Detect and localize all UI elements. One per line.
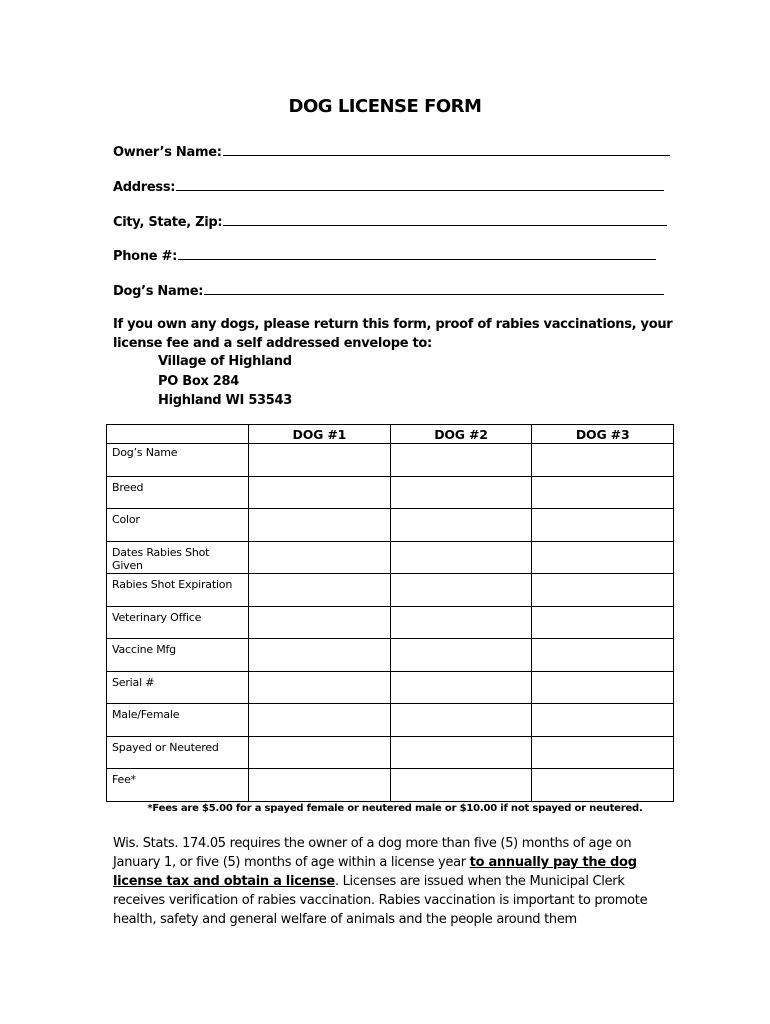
table-cell[interactable] [249,541,391,574]
statute-text-1: Wis. Stats. 174.05 requires the owner of a dog more than five (5) months of age on January 1, or five (5) months of age within a license year [113,836,632,870]
table-row [107,444,674,477]
table-cell[interactable] [390,541,532,574]
table-row [107,639,674,672]
table-cell[interactable] [249,509,391,542]
table-cell[interactable] [249,639,391,672]
row-label: Veterinary Office [107,606,249,639]
owner-name-field[interactable] [113,143,670,160]
table-cell[interactable] [532,541,674,574]
table-cell[interactable] [390,509,532,542]
table-cell[interactable] [532,509,674,542]
table-header-dog-1: DOG #1 [249,425,391,444]
row-label: Color [107,509,249,542]
table-row [107,574,674,607]
table-row [107,509,674,542]
table-cell[interactable] [532,704,674,737]
address-line-2: PO Box 284 [158,373,239,389]
city-state-zip-label: City, State, Zip: [113,215,223,230]
city-state-zip-line[interactable] [223,213,667,226]
row-label: Dog’s Name [107,444,249,477]
table-cell[interactable] [390,671,532,704]
table-cell[interactable] [532,769,674,802]
dog-name-line[interactable] [204,282,664,295]
table-cell[interactable] [532,606,674,639]
table-cell[interactable] [249,476,391,509]
row-label: Vaccine Mfg [107,639,249,672]
table-cell[interactable] [532,476,674,509]
statute-text-2: . Licenses are issued when the Municipal Clerk receives verification of rabies vaccination. Rabies vaccination is important to promote health, safety and general welfare of animals and the people around them [113,874,648,927]
table-cell[interactable] [532,671,674,704]
table-cell[interactable] [390,769,532,802]
phone-field[interactable] [113,247,656,264]
table-cell[interactable] [249,574,391,607]
table-header-row [107,425,674,444]
address-line-1: Village of Highland [158,354,292,369]
instructions-text: If you own any dogs, please return this form, proof of rabies vaccinations, your license fee and a self addressed envelope to: [113,317,673,351]
owner-name-label: Owner’s Name: [113,145,222,160]
table-row [107,606,674,639]
row-label: Spayed or Neutered [107,736,249,769]
dog-info-table [106,424,674,802]
row-label: Rabies Shot Expiration [107,574,249,607]
phone-line[interactable] [178,247,656,260]
table-cell[interactable] [390,574,532,607]
table-row [107,476,674,509]
table-cell[interactable] [249,444,391,477]
table-header-dog-2: DOG #2 [390,425,532,444]
row-label: Serial # [107,671,249,704]
statute-emphasis: to annually pay the dog license tax and obtain a license [113,855,637,889]
statute-paragraph [113,834,673,929]
row-label: Fee* [107,769,249,802]
row-label: Male/Female [107,704,249,737]
city-state-zip-field[interactable] [113,213,667,230]
table-cell[interactable] [390,704,532,737]
table-cell[interactable] [390,606,532,639]
table-cell[interactable] [249,606,391,639]
address-line[interactable] [176,178,664,191]
table-cell[interactable] [532,444,674,477]
table-cell[interactable] [249,704,391,737]
table-cell[interactable] [390,736,532,769]
table-header-dog-3: DOG #3 [532,425,674,444]
table-cell[interactable] [249,736,391,769]
table-row [107,769,674,802]
table-row [107,541,674,574]
table-cell[interactable] [249,671,391,704]
row-label: Breed [107,476,249,509]
row-label: Dates Rabies Shot Given [107,541,249,574]
table-row [107,704,674,737]
dog-name-field[interactable] [113,282,664,299]
table-cell[interactable] [249,769,391,802]
table-cell[interactable] [390,639,532,672]
table-cell[interactable] [532,574,674,607]
dog-name-label: Dog’s Name: [113,284,204,299]
table-cell[interactable] [532,736,674,769]
phone-label: Phone #: [113,249,178,264]
owner-name-line[interactable] [223,143,670,156]
table-cell[interactable] [532,639,674,672]
mailing-address [158,352,292,411]
address-line-3: Highland WI 53543 [158,393,293,408]
address-label: Address: [113,180,176,195]
fees-note: *Fees are $5.00 for a spayed female or neutered male or $10.00 if not spayed or neutered. [147,803,643,814]
table-cell[interactable] [390,444,532,477]
table-header-blank [107,425,249,444]
table-row [107,736,674,769]
table-row [107,671,674,704]
address-field[interactable] [113,178,664,195]
table-cell[interactable] [390,476,532,509]
form-title: DOG LICENSE FORM [288,96,482,117]
